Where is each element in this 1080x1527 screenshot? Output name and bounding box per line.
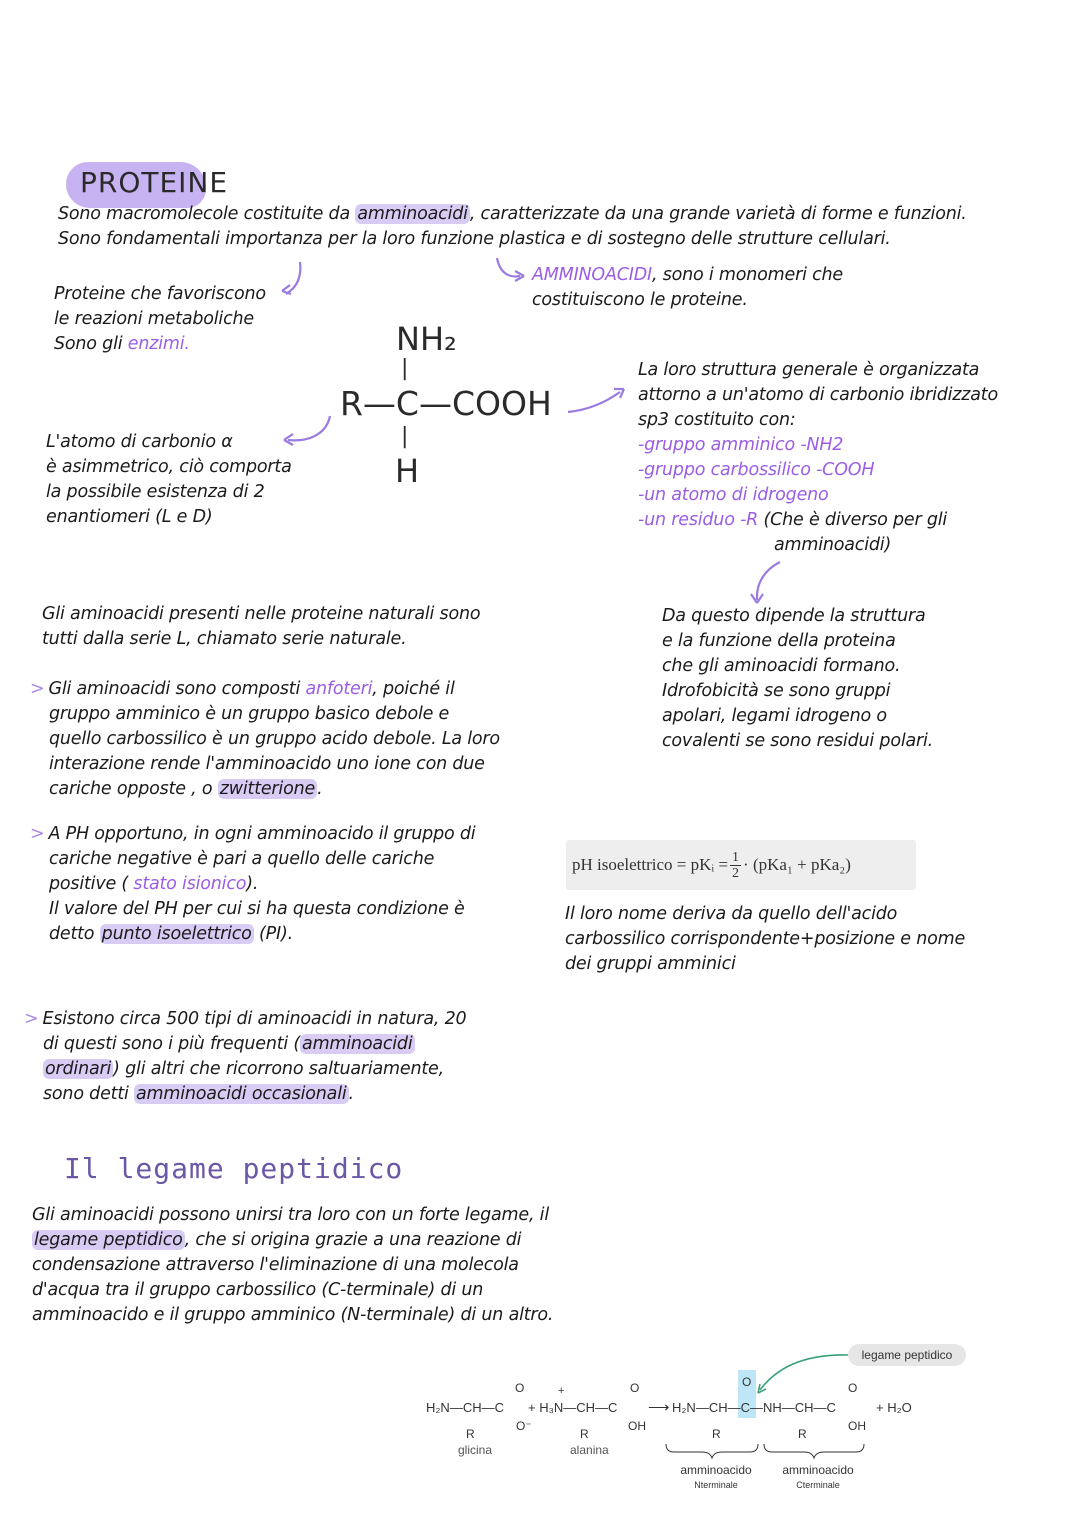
note-line: (PI). bbox=[253, 924, 293, 944]
product-o2: O bbox=[848, 1381, 858, 1395]
note-line: Esistono circa 500 tipi di aminoacidi in natura, 20 bbox=[42, 1009, 467, 1029]
note-line: , che si origina grazie a una reazione di bbox=[184, 1230, 522, 1250]
types-paragraph bbox=[24, 1007, 466, 1107]
note-line: attorno a un'atomo di carbonio ibridizzato bbox=[638, 385, 998, 405]
note-line: di questi sono i più frequenti ( bbox=[43, 1034, 301, 1054]
water-product: + H₂O bbox=[876, 1400, 912, 1415]
badge-arrow bbox=[760, 1355, 848, 1390]
reaction-arrow-icon: ⟶ bbox=[648, 1399, 670, 1416]
note-line: La loro struttura generale è organizzata bbox=[638, 360, 980, 380]
occasionali-term: amminoacidi occasionali bbox=[136, 1084, 347, 1104]
note-line: detto bbox=[49, 924, 100, 944]
def-text: costituiscono le proteine. bbox=[532, 290, 748, 310]
alanina-oh: OH bbox=[628, 1419, 646, 1433]
formula-bond-bottom: | bbox=[401, 424, 409, 449]
def-text: , sono i monomeri che bbox=[651, 265, 843, 285]
arrow-depends bbox=[757, 562, 780, 600]
arrow-head bbox=[282, 285, 291, 294]
note-line: le reazioni metaboliche bbox=[54, 309, 254, 329]
anfoteri-paragraph bbox=[30, 677, 500, 802]
alanina-r: R bbox=[580, 1427, 589, 1441]
note-line: L'atomo di carbonio α bbox=[46, 432, 233, 452]
intro-highlight: amminoacidi bbox=[357, 204, 468, 224]
series-l-paragraph bbox=[42, 602, 480, 652]
note-line: gruppo amminico è un gruppo basico debole e bbox=[49, 704, 450, 724]
glicina-o: O bbox=[515, 1381, 525, 1395]
note-line: sono detti bbox=[43, 1084, 135, 1104]
legame-peptidico-term: legame peptidico bbox=[34, 1230, 183, 1250]
general-structure-note bbox=[638, 358, 998, 558]
amminoacidi-term: AMMINOACIDI bbox=[532, 265, 652, 285]
product-o: O bbox=[742, 1375, 752, 1389]
note-line: Gli aminoacidi possono unirsi tra loro con un forte legame, il bbox=[32, 1205, 550, 1225]
section-title: Il legame peptidico bbox=[64, 1152, 404, 1185]
peptide-paragraph bbox=[32, 1203, 553, 1328]
note-line: sp3 costituito con: bbox=[638, 410, 796, 430]
fraction-denominator: 2 bbox=[732, 865, 740, 881]
plus-charge: + bbox=[558, 1385, 565, 1397]
alanina-o: O bbox=[630, 1381, 640, 1395]
note-line: apolari, legami idrogeno o bbox=[662, 706, 887, 726]
structure-item: -gruppo amminico -NH2 bbox=[638, 435, 844, 455]
intro-text: Sono fondamentali importanza per la loro funzione plastica e di sostegno delle strutture cellulari. bbox=[58, 229, 891, 249]
arrow-enzymes bbox=[286, 262, 300, 294]
formula-nh2: NH₂ bbox=[396, 320, 457, 358]
note-line: amminoacido e il gruppo amminico (N-terminale) di un altro. bbox=[32, 1305, 554, 1325]
note-line: è asimmetrico, ciò comporta bbox=[46, 457, 292, 477]
glicina-r: R bbox=[466, 1427, 475, 1441]
alanina-chain: + H₃N—CH—C bbox=[528, 1400, 618, 1415]
note-line: A PH opportuno, in ogni amminoacido il gruppo di bbox=[48, 824, 476, 844]
arrow-structure bbox=[568, 392, 620, 412]
brace-n bbox=[666, 1444, 758, 1458]
note-line: , poiché il bbox=[372, 679, 455, 699]
note-line: cariche negative è pari a quello delle cariche bbox=[49, 849, 435, 869]
note-line: che gli aminoacidi formano. bbox=[662, 656, 901, 676]
intro-text: Sono macromolecole costituite da bbox=[58, 204, 356, 224]
note-line: amminoacidi) bbox=[774, 535, 892, 555]
note-line: (Che è diverso per gli bbox=[758, 510, 948, 530]
note-line: ). bbox=[246, 874, 259, 894]
note-line: Proteine che favoriscono bbox=[54, 284, 266, 304]
enzimi-term: enzimi. bbox=[127, 334, 190, 354]
note-line: enantiomeri (L e D) bbox=[46, 507, 213, 527]
arrow-aminoacidi bbox=[497, 258, 520, 276]
formula-fraction bbox=[730, 850, 741, 881]
n-terminal-label: Nterminale bbox=[694, 1480, 738, 1490]
peptide-reaction-diagram bbox=[420, 1340, 980, 1500]
glicina-label: glicina bbox=[458, 1443, 493, 1457]
note-line: Da questo dipende la struttura bbox=[662, 606, 926, 626]
structure-item: -un residuo -R bbox=[638, 510, 759, 530]
note-line: ) gli altri che ricorrono saltuariamente, bbox=[113, 1059, 444, 1079]
product-r1: R bbox=[712, 1427, 721, 1441]
note-line: Sono gli bbox=[54, 334, 128, 354]
arrow-carbon bbox=[288, 416, 330, 440]
ordinari-term: amminoacidi bbox=[302, 1034, 413, 1054]
structure-item: -un atomo di idrogeno bbox=[638, 485, 829, 505]
formula-rhs: · (pKa₁ + pKa₂) bbox=[743, 855, 851, 874]
note-line: interazione rende l'amminoacido uno ione con due bbox=[49, 754, 485, 774]
note-line: carbossilico corrispondente+posizione e nome bbox=[565, 929, 966, 949]
note-line: cariche opposte , o bbox=[49, 779, 218, 799]
note-line: d'acqua tra il gruppo carbossilico (C-terminale) di un bbox=[32, 1280, 484, 1300]
note-line: Il valore del PH per cui si ha questa condizione è bbox=[49, 899, 465, 919]
bullet-icon: > bbox=[30, 824, 45, 844]
formula-h: H bbox=[395, 452, 420, 490]
aa-n-label: amminoacido bbox=[680, 1463, 752, 1477]
product-oh: OH bbox=[848, 1419, 866, 1433]
formula-main: R—C—COOH bbox=[340, 384, 552, 423]
note-line: covalenti se sono residui polari. bbox=[662, 731, 934, 751]
stato-isionico-term: stato isionico bbox=[133, 874, 247, 894]
zwitterione-term: zwitterione bbox=[219, 779, 316, 799]
note-line: la possibile esistenza di 2 bbox=[46, 482, 265, 502]
note-line: Il loro nome deriva da quello dell'acido bbox=[565, 904, 898, 924]
note-line: Idrofobicità se sono gruppi bbox=[662, 681, 891, 701]
note-line: . bbox=[348, 1084, 354, 1104]
product-r2: R bbox=[798, 1427, 807, 1441]
formula-lhs: pH isoelettrico = pKᵢ = bbox=[572, 855, 729, 874]
note-line: . bbox=[317, 779, 323, 799]
product-chain: H₂N—CH—C—NH—CH—C bbox=[672, 1400, 836, 1415]
nome-paragraph bbox=[565, 902, 965, 977]
fraction-numerator: 1 bbox=[732, 849, 740, 865]
intro-text: , caratterizzate da una grande varietà di forme e funzioni. bbox=[469, 204, 967, 224]
alanina-label: alanina bbox=[570, 1443, 609, 1457]
note-line: tutti dalla serie L, chiamato serie naturale. bbox=[42, 629, 407, 649]
glicina-o-minus: O⁻ bbox=[516, 1419, 532, 1433]
note-line: condensazione attraverso l'eliminazione di una molecola bbox=[32, 1255, 519, 1275]
note-line: e la funzione della proteina bbox=[662, 631, 896, 651]
legame-badge: legame peptidico bbox=[861, 1348, 953, 1362]
formula-bond-top: | bbox=[401, 356, 409, 381]
glicina-chain: H₂N—CH—C bbox=[426, 1400, 504, 1415]
page-title: PROTEINE bbox=[80, 166, 229, 199]
brace-c bbox=[764, 1444, 864, 1458]
note-line: dei gruppi amminici bbox=[565, 954, 736, 974]
depends-note bbox=[662, 604, 933, 754]
c-terminal-label: Cterminale bbox=[796, 1480, 840, 1490]
note-line: Gli aminoacidi sono composti bbox=[48, 679, 306, 699]
note-line: Gli aminoacidi presenti nelle proteine naturali sono bbox=[42, 604, 481, 624]
punto-isoelettrico-term: punto isoelettrico bbox=[101, 924, 252, 944]
ordinari-term: ordinari bbox=[45, 1059, 112, 1079]
carbon-note bbox=[46, 430, 292, 530]
note-line: positive ( bbox=[49, 874, 134, 894]
structure-item: -gruppo carbossilico -COOH bbox=[638, 460, 875, 480]
bullet-icon: > bbox=[24, 1009, 39, 1029]
bullet-icon: > bbox=[30, 679, 45, 699]
aa-c-label: amminoacido bbox=[782, 1463, 854, 1477]
note-line: quello carbossilico è un gruppo acido debole. La loro bbox=[49, 729, 500, 749]
ph-paragraph bbox=[30, 822, 475, 947]
anfoteri-term: anfoteri bbox=[305, 679, 373, 699]
isoelectric-formula bbox=[566, 840, 916, 890]
